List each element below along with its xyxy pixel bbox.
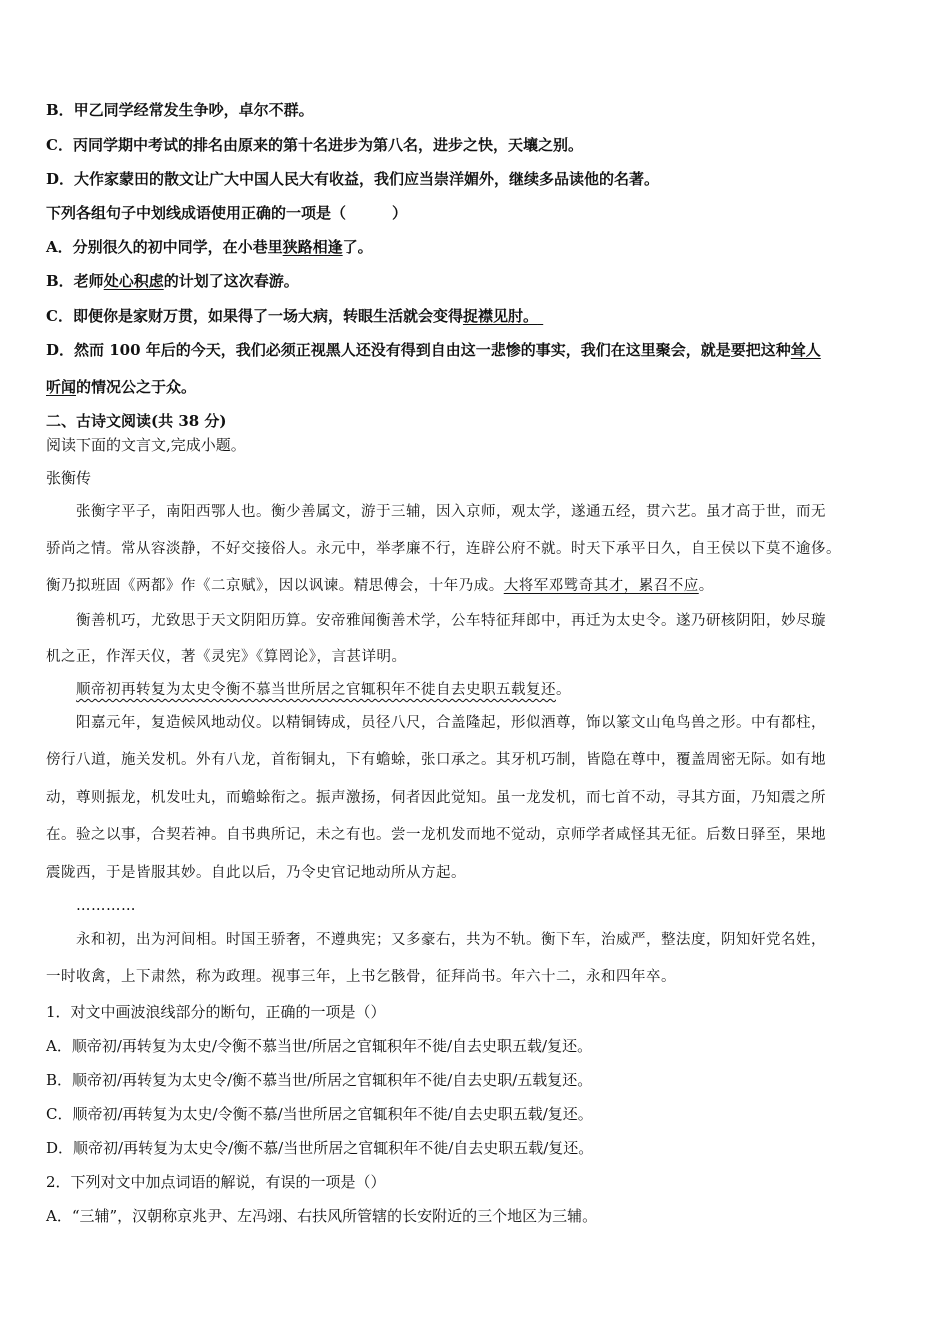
question-1-stem: 1．对文中画波浪线部分的断句，正确的一项是（） xyxy=(46,1003,386,1021)
idiom-option-c xyxy=(46,305,918,327)
passage-p2-line1: 衡善机巧，尤致思于天文阴阳历算。安帝雅闻衡善术学，公车特征拜郎中，再迁为太史令。遂乃研核阴阳，妙尽璇 xyxy=(76,613,826,629)
option-b-end: 的计划了这次春游。 xyxy=(163,272,299,290)
passage-p2-line2: 机之正，作浑天仪，著《灵宪》《算罔论》，言甚详明。 xyxy=(46,649,407,665)
stem-close: ） xyxy=(392,204,408,222)
passage-p3-wavy xyxy=(76,679,918,701)
question-1-option-d: D．顺帝初/再转复为太史令/衡不慕/当世所居之官辄积年不徙/自去史职五载/复还。 xyxy=(46,1139,594,1157)
p1-line3-text: 衡乃拟班固《两都》作《二京赋》，因以讽谏。精思傅会，十年乃成。 xyxy=(46,578,504,594)
passage-p1-line2: 骄尚之情。常从容淡静，不好交接俗人。永元中，举孝廉不行，连辟公府不就。时天下承平日久，自王侯以下莫不逾侈。 xyxy=(46,541,841,557)
prev-option-c: C．丙同学期中考试的排名由原来的第十名进步为第八名，进步之快，天壤之别。 xyxy=(46,136,583,154)
idiom-option-d-cont xyxy=(46,376,918,398)
passage-p1-line3 xyxy=(46,575,918,597)
wavy-line-sentence: 顺帝初再转复为太史令衡不慕当世所居之官辄积年不徙自去史职五载复还 xyxy=(76,682,556,698)
question-2-option-a: A．“三辅”，汉朝称京兆尹、左冯翊、右扶风所管辖的长安附近的三个地区为三辅。 xyxy=(46,1207,598,1225)
passage-p4-line2: 傍行八道，施关发机。外有八龙，首衔铜丸，下有蟾蜍，张口承之。其牙机巧制，皆隐在尊中，覆盖周密无际。如有地 xyxy=(46,752,826,768)
question-1-option-b: B．顺帝初/再转复为太史令/衡不慕当世/所居之官辄积年不徙/自去史职/五载复还。 xyxy=(46,1071,593,1089)
p1-underlined-sentence: 大将军邓骘奇其才，累召不应 xyxy=(503,578,699,594)
option-b-idiom: 处心积虑 xyxy=(103,272,164,290)
option-c-idiom: 捉襟见肘。 xyxy=(462,307,538,325)
option-a-end: 了。 xyxy=(342,238,373,256)
option-a-idiom: 狭路相逢 xyxy=(282,238,343,256)
idiom-option-d xyxy=(46,339,918,361)
passage-title: 张衡传 xyxy=(46,469,92,487)
idiom-option-b xyxy=(46,270,918,292)
idiom-option-a xyxy=(46,236,918,258)
p3-end: 。 xyxy=(556,682,571,698)
passage-p5-line1: 永和初，出为河间相。时国王骄奢，不遵典宪；又多豪右，共为不轨。衡下车，治威严，整法度，阴知奸党名姓， xyxy=(76,932,826,948)
option-d-text: D．然而 100 年后的今天，我们必须正视黑人还没有得到自由这一悲惨的事实，我们在这里聚会，就是要把这种 xyxy=(46,341,791,359)
option-c-text: C．即便你是家财万贯，如果得了一场大病，转眼生活就会变得 xyxy=(46,307,463,325)
question-2-stem: 2．下列对文中加点词语的解说，有误的一项是（） xyxy=(46,1173,386,1191)
option-c-underline-tail xyxy=(538,307,543,325)
idiom-question-stem xyxy=(46,202,918,224)
section-instruction: 阅读下面的文言文,完成小题。 xyxy=(46,436,246,454)
passage-p4-line4: 在。验之以事，合契若神。自书典所记，未之有也。尝一龙机发而地不觉动，京师学者咸怪其无征。后数日驿至，果地 xyxy=(46,827,826,843)
option-a-text: A．分别很久的初中同学，在小巷里 xyxy=(46,238,283,256)
option-d-idiom-part2: 听闻 xyxy=(46,378,77,396)
passage-ellipsis: ………… xyxy=(76,898,136,914)
option-d-end: 的情况公之于众。 xyxy=(76,378,197,396)
option-d-idiom-part1: 耸人 xyxy=(790,341,821,359)
prev-option-b: B．甲乙同学经常发生争吵，卓尔不群。 xyxy=(46,101,314,119)
question-1-option-a: A．顺帝初/再转复为太史/令衡不慕当世/所居之官辄积年不徙/自去史职五载/复还。 xyxy=(46,1037,593,1055)
stem-text: 下列各组句子中划线成语使用正确的一项是（ xyxy=(46,204,347,222)
passage-p5-line2: 一时收禽，上下肃然，称为政理。视事三年，上书乞骸骨，征拜尚书。年六十二，永和四年卒。 xyxy=(46,969,676,985)
option-b-text: B．老师 xyxy=(46,272,104,290)
question-1-option-c: C．顺帝初/再转复为太史/令衡不慕/当世所居之官辄积年不徙/自去史职五载/复还。 xyxy=(46,1105,593,1123)
passage-p4-line1: 阳嘉元年，复造候风地动仪。以精铜铸成，员径八尺，合盖隆起，形似酒尊，饰以篆文山龟鸟兽之形。中有都柱， xyxy=(76,715,826,731)
p1-line3-end: 。 xyxy=(698,578,714,594)
passage-p1-line1: 张衡字平子，南阳西鄂人也。衡少善属文，游于三辅，因入京师，观太学，遂通五经，贯六艺。虽才高于世，而无 xyxy=(76,504,826,520)
passage-p4-line5: 震陇西，于是皆服其妙。自此以后，乃令史官记地动所从方起。 xyxy=(46,865,466,881)
prev-option-d: D．大作家蒙田的散文让广大中国人民大有收益，我们应当崇洋媚外，继续多品读他的名著。 xyxy=(46,170,660,188)
section-title: 二、古诗文阅读(共 38 分) xyxy=(46,412,227,430)
passage-p4-line3: 动，尊则振龙，机发吐丸，而蟾蜍衔之。振声激扬，伺者因此觉知。虽一龙发机，而七首不动，寻其方面，乃知震之所 xyxy=(46,790,826,806)
